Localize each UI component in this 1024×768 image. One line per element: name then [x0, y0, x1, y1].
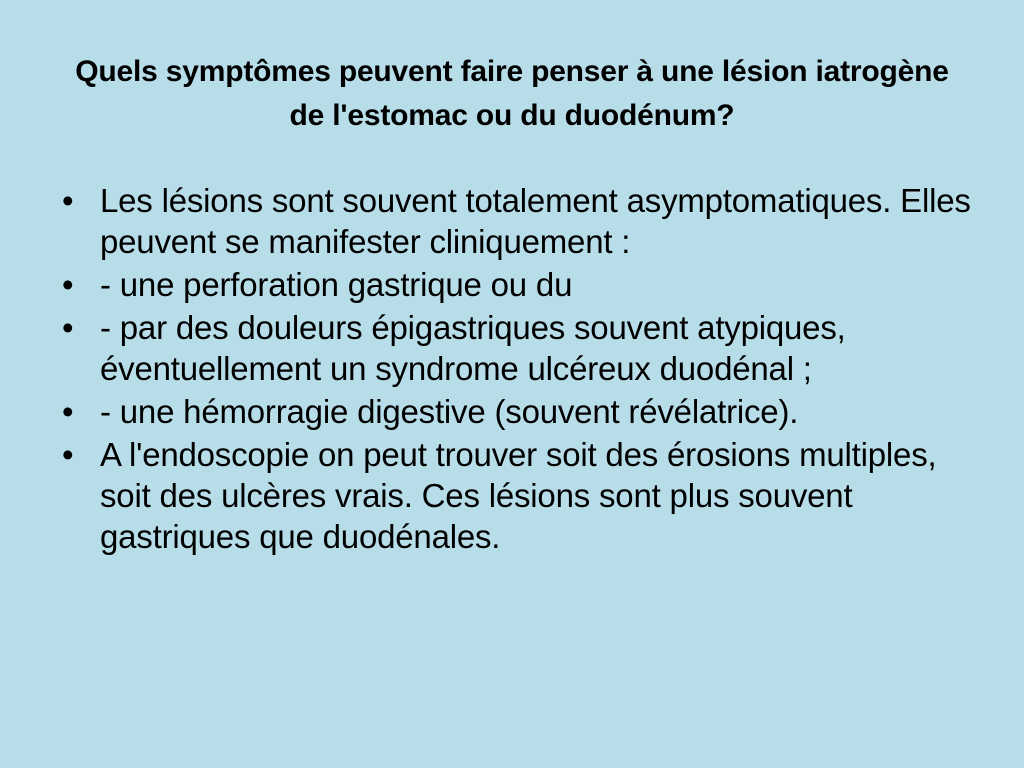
bullet-item [60, 307, 980, 389]
bullet-item [60, 180, 980, 262]
slide-title: Quels symptômes peuvent faire penser à une lésion iatrogène de l'estomac ou du duodénum? [75, 55, 949, 132]
bullet-icon: • [62, 266, 74, 303]
bullet-icon: • [62, 393, 74, 430]
bullet-icon: • [62, 182, 74, 219]
bullet-text: A l'endoscopie on peut trouver soit des érosions multiples, soit des ulcères vrais. Ces lésions sont plus souvent gastriques que duodénales. [100, 436, 937, 555]
bullet-text: - par des douleurs épigastriques souvent atypiques, éventuellement un syndrome ulcéreux duodénal ; [100, 309, 846, 387]
bullet-icon: • [62, 309, 74, 346]
bullet-item [60, 264, 980, 305]
bullet-list [60, 180, 980, 559]
bullet-icon: • [62, 436, 74, 473]
bullet-item [60, 391, 980, 432]
bullet-text: Les lésions sont souvent totalement asymptomatiques. Elles peuvent se manifester cliniquement : [100, 182, 971, 260]
bullet-text: - une hémorragie digestive (souvent révélatrice). [100, 393, 799, 430]
bullet-item [60, 434, 980, 557]
bullet-text: - une perforation gastrique ou du [100, 266, 573, 303]
